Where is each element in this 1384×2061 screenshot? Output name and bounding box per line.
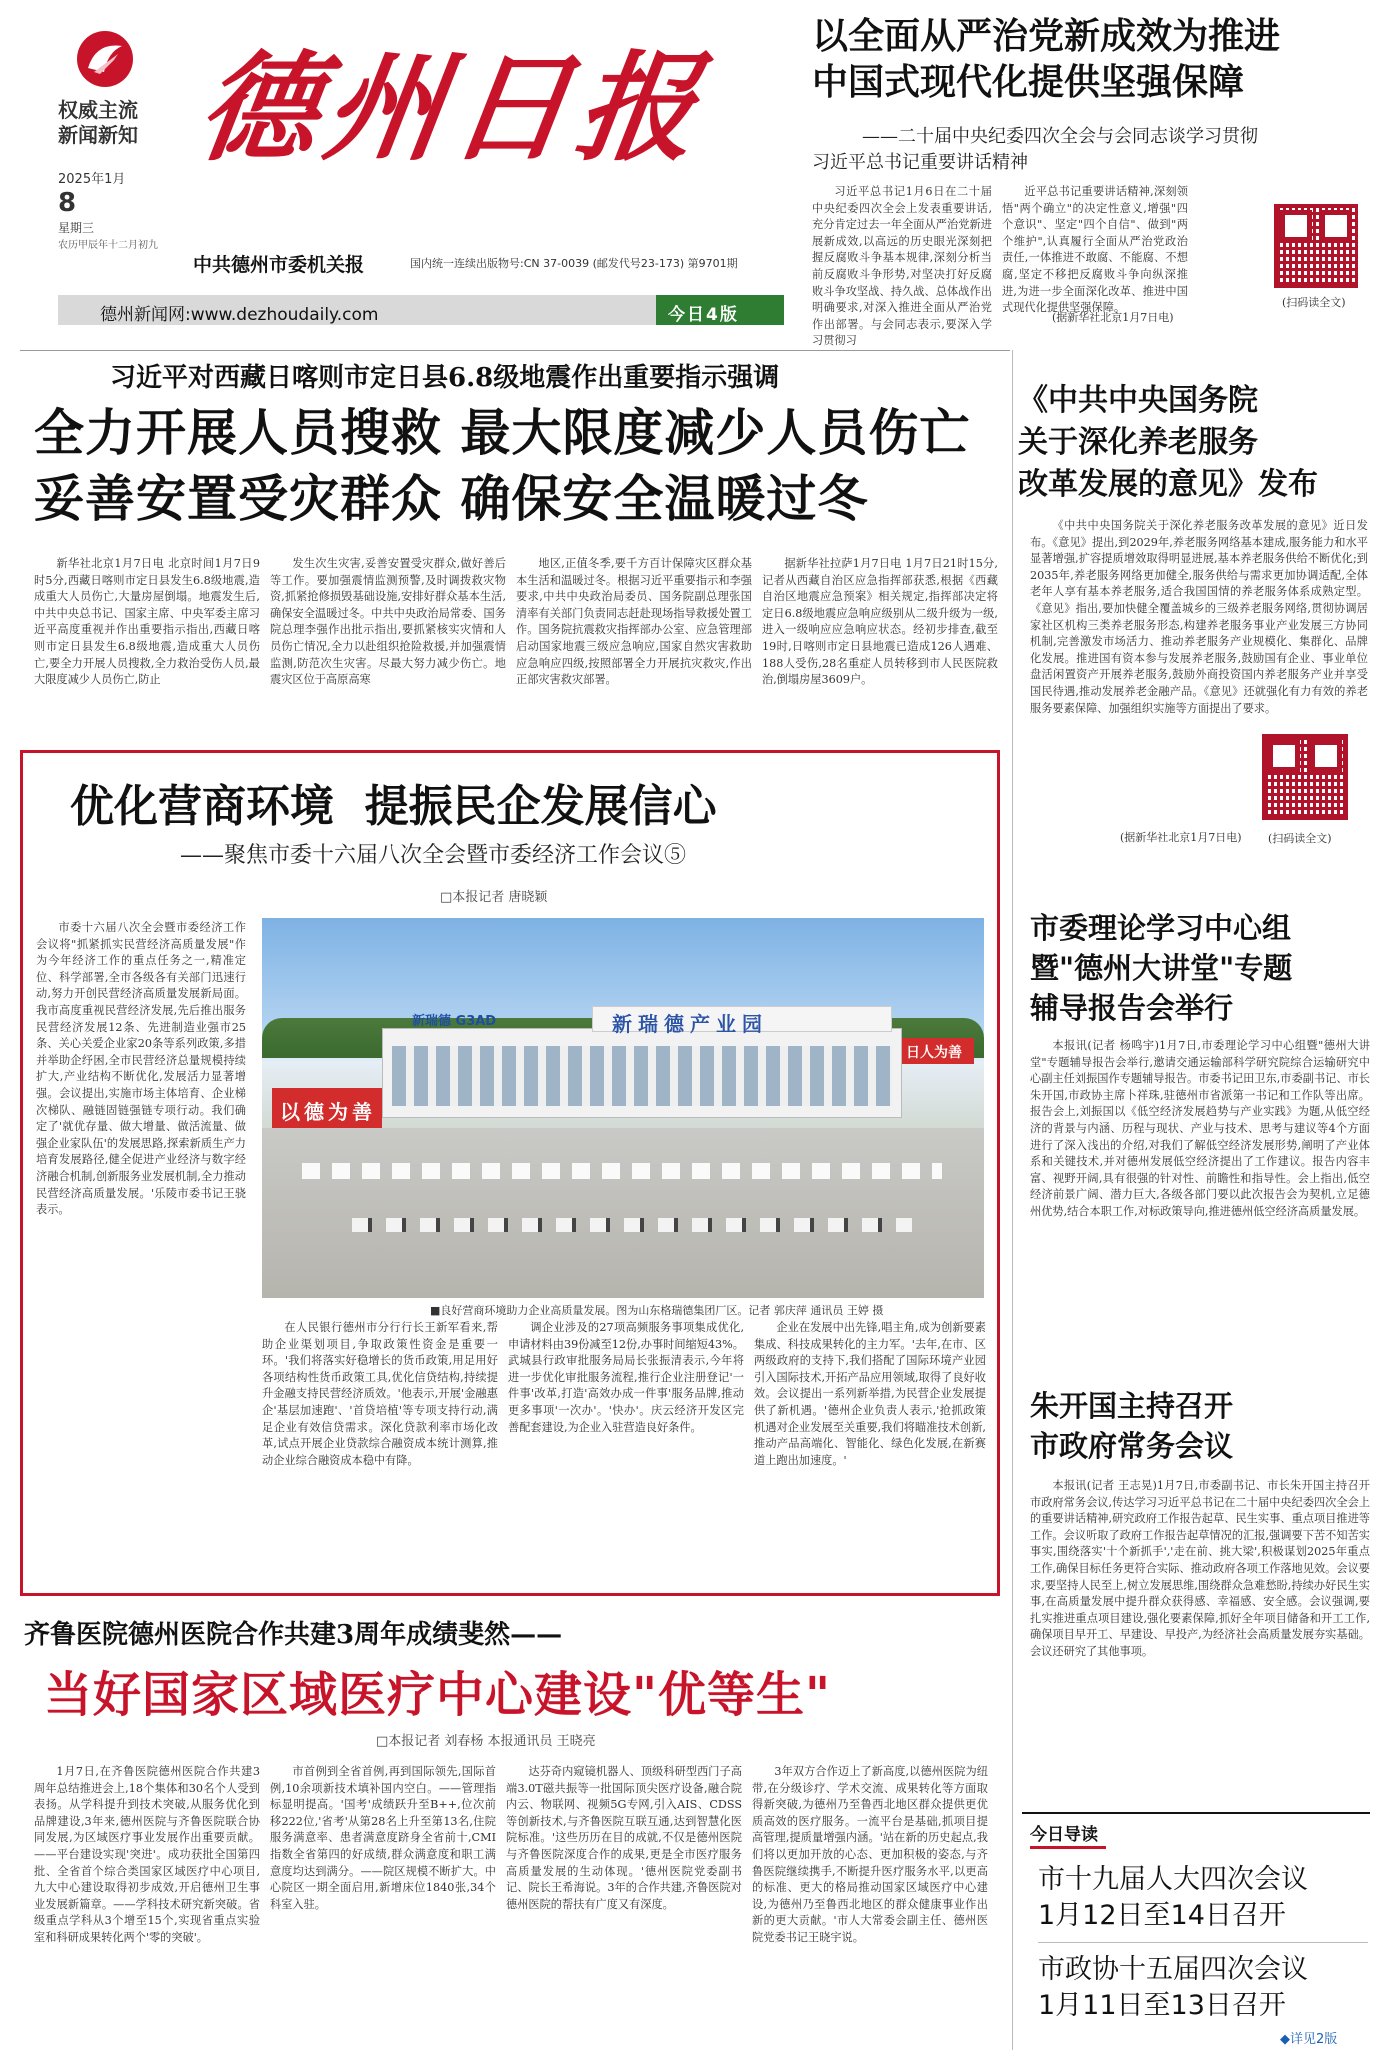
guide-top-rule — [1022, 1812, 1370, 1814]
photo-cars-2 — [352, 1218, 912, 1232]
top-story-qr-code[interactable] — [1274, 204, 1358, 288]
hospital-headline: 当好国家区域医疗中心建设"优等生" — [44, 1667, 832, 1723]
elderly-story-source: (据新华社北京1月7日电) — [1120, 831, 1242, 844]
guide-box — [1022, 1812, 1370, 2050]
hospital-col-1-text: 1月7日,在齐鲁医院德州医院合作共建3周年总结推进会上,18个集体和30名个人受到表扬。从学科提升到技术突破,从服务优化到品牌建设,3年来,德州医院与齐鲁医院联合协同发展,为区域医疗事业发展作出重要贡献。——平台建设实现'突进'。成功获批全国第四批、全省首个综合类国家区域医疗中心项目,九大中心建设取得初步成效,开启德州卫生事业发展新篇章。——学科技术研究新突破。省级重点学科从3个增至15个,实现省重点实验室和科研成果转化两个'零的突破'。 — [34, 1765, 260, 1944]
theory-story-body — [1030, 1038, 1370, 1378]
theory-story-title — [1030, 908, 1370, 1028]
top-story-subtitle — [812, 124, 1372, 176]
top-story-headline — [812, 14, 1372, 106]
top-story-subtitle-line-2: 习近平总书记重要讲话精神 — [812, 152, 1028, 173]
theory-title-line-2: 暨"德州大讲堂"专题 — [1030, 951, 1293, 985]
theory-story-body-text: 本报讯(记者 杨鸣宇)1月7日,市委理论学习中心组暨"德州大讲堂"专题辅导报告会举行,邀请交通运输部科学研究院综合运输研究中心副主任刘振国作专题辅导报告。市委书记田卫东,市委副书记、市长朱开国,市政协主席卜祥珠,驻德州市省派第一书记和工作队等出席。报告会上,刘振国以《低空经济发展趋势与产业实践》为题,从低空经济的背景与内涵、历程与现状、产业与技术、思考与建议等4个方面进行了深入浅出的介绍,对我们了解低空经济发展形势,阐明了产业体系和关键技术,并对德州发展低空经济提出了工作建议。报告内容丰富、视野开阔,具有很强的针对性、前瞻性和指导性。会上指出,低空经济前景广阔、潜力巨大,各级各部门要以此次报告会为契机,立足德州优势,结合本职工作,对标政策导向,推进德州低空经济高质量发展。 — [1030, 1039, 1370, 1218]
guide-item-2[interactable] — [1038, 1952, 1368, 2024]
organ-name: 中共德州市委机关报 — [193, 254, 365, 276]
photo-cars — [302, 1163, 942, 1179]
quake-col-2 — [270, 556, 506, 738]
photo-building-windows — [392, 1046, 892, 1106]
hospital-col-4-text: 3年双方合作迈上了新高度,以德州医院为纽带,在分级诊疗、学术交流、成果转化等方面取得新突破,为德州乃至鲁西北地区群众提供更优质高效的医疗服务。一流平台是基础,抓项目提高管理,提质量增强内涵。'站在新的历史起点,我们将以更加开放的心态、更加积极的姿态,与齐鲁医院继续携手,不断提升医疗服务水平,以更高的标准、更大的格局推动国家区域医疗中心建设,为德州乃至鲁西北地区的群众健康事业作出新的更大贡献。'市人大常委会副主任、德州医院党委书记王晓宇说。 — [752, 1765, 988, 1944]
business-subtitle: ——聚焦市委十六届八次全会暨市委经济工作会议⑤ — [180, 843, 687, 868]
slogan-line-2: 新闻新知 — [58, 123, 138, 147]
business-headline: 优化营商环境 提振民企发展信心 — [70, 781, 717, 832]
standing-story-body-text: 本报讯(记者 王志晃)1月7日,市委副书记、市长朱开国主持召开市政府常务会议,传达学习习近平总书记在二十届中央纪委四次全会上的重要讲话精神,研究政府工作报告起草、民生实事、重点项目推进等工作。会议听取了政府工作报告起草情况的汇报,强调要下苦不知苦实事实,围绕落实'十个新抓手','走在前、挑大梁',积极谋划2025年重点工作,确保目标任务更符合实际、推动政府各项工作落地见效。会议要求,要坚持人民至上,树立发展思维,围绕群众急难愁盼,持续办好民生实事,在高质量发展中提升群众获得感、幸福感、安全感。会议强调,要扎实推进重点项目建设,强化要素保障,抓好全年项目储备和开工工作,确保项目早开工、早建设、早投产,为经济社会高质量发展夯实基础。会议还研究了其他事项。 — [1030, 1479, 1370, 1658]
photo-red-banner-1-text: 以德为善 — [280, 1100, 376, 1124]
business-photo — [262, 918, 984, 1298]
business-col-left-text: 市委十六届八次全会暨市委经济工作会议将"抓紧抓实民营经济高质量发展"作为今年经济工作的重点任务之一,精准定位、科学部署,全市各级各有关部门迅速行动,努力开创民营经济高质量发展新局面。我市高度重视民营经济发展,先后推出服务民营经济发展12条、先进制造业强市25条、关心关爱企业家20条等系列政策,多措并举助企纾困,全市民营经济总量规模持续扩大,产业结构不断优化,发展活力显著增强。会议提出,实施市场主体培育、企业梯次梯队、融链固链强链专项行动。我们确定了'就优存量、做大增量、做活流量、做强企业家队伍'的发展思路,探索新质生产力培育发展路径,健全促进产业经济与数字经济融合机制,创新服务业发展机制,全力推动民营经济高质量发展。'乐陵市委书记王骁表示。 — [36, 921, 246, 1217]
quake-col-4 — [762, 556, 998, 738]
top-story-source: (据新华社北京1月7日电) — [1052, 311, 1174, 324]
elderly-story-body-text: 《中共中央国务院关于深化养老服务改革发展的意见》近日发布。《意见》提出,到2029年,养老服务网络基本建成,服务能力和水平显著增强,扩容提质增效取得明显进展,基本养老服务供给不断优化;到2035年,养老服务网络更加健全,服务供给与需求更加协调适配,全体老年人享有基本养老服务,适合我国国情的养老服务体系成熟定型。《意见》指出,要加快健全覆盖城乡的三级养老服务网络,贯彻协调居家社区机构三类养老服务形态,构建养老服务事业产业发展三方协同机制,完善激发市场活力、推动养老服务产业规模化、集群化、品牌化发展。推进国有资本参与发展养老服务,鼓励国有企业、事业单位盘活闲置资产开展养老服务,鼓励外商投资国内养老服务产业并享受国民待遇,推动发展养老金融产品。《意见》还就强化有力有效的养老服务要素保障、加强组织实施等方面提出了要求。 — [1030, 519, 1368, 715]
photo-red-banner-2-text: 日人为善 — [906, 1045, 962, 1061]
newspaper-title: 德州日报 — [190, 38, 714, 177]
slogan-line-1: 权威主流 — [58, 98, 138, 122]
guide-more-link[interactable]: ◆详见2版 — [1280, 2032, 1338, 2047]
top-story-col-2 — [1002, 184, 1188, 315]
business-col-left — [36, 920, 246, 1580]
business-col-right-text: 企业在发展中出先锋,唱主角,成为创新要素集成、科技成果转化的主力军。'去年,在市、区两级政府的支持下,我们搭配了国际环境产业园引入国际技术,开拓产品应用领域,取得了良好收效。会议提出一系列新举措,为民营企业发展提供了新机遇。'德州企业负责人表示,'抢抓政策机遇对企业发展至关重要,我们将瞄准技术创新,推动产品高端化、智能化、绿色化发展,在新赛道上跑出加速度。' — [754, 1321, 986, 1467]
weekday: 星期三 — [58, 221, 95, 235]
hospital-col-3 — [506, 1764, 742, 2052]
business-photo-caption: ■良好营商环境助力企业高质量发展。图为山东格瑞德集团厂区。记者 郭庆萍 通讯员 王婷 摄 — [430, 1304, 884, 1317]
elderly-title-line-2: 关于深化养老服务 — [1018, 425, 1258, 460]
hospital-col-2 — [270, 1764, 496, 2052]
standing-story-body — [1030, 1478, 1370, 1810]
quake-kicker: 习近平对西藏日喀则市定日县6.8级地震作出重要指示强调 — [110, 363, 780, 393]
hospital-col-2-text: 市首例到全省首例,再到国际领先,国际首例,10余项新技术填补国内空白。——管理指标显明提高。'国考'成绩跃升至B++,位次前移222位,'省考'从第28名上升至第13名,住院服务满意率、患者满意度跻身全省前十,CMI指数全省第四的好成绩,群众满意度和职工满意度均达到满分。——院区规模不断扩大。中心院区一期全面启用,新增床位1840张,34个科室入驻。 — [270, 1765, 496, 1911]
website-link[interactable]: 德州新闻网:www.dezhoudaily.com — [100, 305, 379, 325]
top-story-headline-line-1: 以全面从严治党新成效为推进 — [812, 16, 1281, 57]
business-col-mid1 — [262, 1320, 498, 1586]
hospital-col-4 — [752, 1764, 988, 2052]
elderly-story-title — [1018, 380, 1368, 506]
quake-col-1-text: 新华社北京1月7日电 北京时间1月7日9时5分,西藏日喀则市定日县发生6.8级地震,造成重大人员伤亡,大量房屋倒塌。地震发生后,中共中央总书记、国家主席、中央军委主席习近平高度重视并作出重要指示指出,西藏日喀则市定日县发生6.8级地震,造成重大人员伤亡,要全力开展人员搜救,全力救治受伤人员,最大限度减少人员伤亡,防止 — [34, 557, 260, 687]
guide-label: 今日导读 — [1030, 1825, 1098, 1845]
date-block — [58, 168, 188, 251]
business-col-right — [754, 1320, 986, 1586]
divider-quake-top — [20, 350, 1010, 351]
business-col-mid1-text: 在人民银行德州市分行行长王新军看来,帮助企业渠划项目,争取政策性资金是重要一环。'我们将落实好稳增长的货币政策,用足用好各项结构性货币政策工具,优化信贷结构,持续提升金融支持民营经济质效。'他表示,开展'金融惠企'基层加速跑'、'首贷培植'等专项支持行动,满足企业有效信贷需求。深化贷款利率市场化改革,试点开展企业贷款综合融资成本统计测算,推动企业综合融资成本稳中有降。 — [262, 1321, 498, 1467]
elderly-title-line-1: 《中共中央国务院 — [1018, 383, 1258, 418]
quake-col-4-text: 据新华社拉萨1月7日电 1月7日21时15分,记者从西藏自治区应急指挥部获悉,根据《西藏自治区地震应急预案》相关规定,指挥部决定将定日6.8级地震应急响应级别从二级升级为一级,进入一级响应应急响应状态。经初步排查,截至19时,日喀则市定日县地震已造成126人遇难、188人受伤,28名重症人员转移到市人民医院救治,倒塌房屋3609户。 — [762, 557, 998, 687]
guide-item-2-line-2: 1月11日至13日召开 — [1038, 1990, 1286, 2021]
guide-item-1[interactable] — [1038, 1862, 1368, 1934]
slogan — [58, 98, 158, 148]
pub-info: 国内统一连续出版物号:CN 37-0039 (邮发代号23-173) 第9701期 — [410, 257, 738, 270]
photo-roof-sign: 新瑞德产业园 — [612, 1012, 768, 1036]
quake-headline — [34, 400, 1004, 532]
quake-col-3 — [516, 556, 752, 738]
guide-item-1-line-2: 1月12日至14日召开 — [1038, 1900, 1286, 1931]
business-col-mid2-text: 调企业涉及的27项高频服务事项集成优化,申请材料由39份减至12份,办事时间缩短43%。武城县行政审批服务局局长张振清表示,今年将进一步优化审批服务流程,推行企业注册登记'一件事'改革,打造'高效办成一件事'服务品牌,推动更多事项'一次办'。'快办'。庆云经济开发区完善配套建设,为企业入驻营造良好条件。 — [508, 1321, 744, 1434]
top-story-body-right: 近平总书记重要讲话精神,深刻领悟"两个确立"的决定性意义,增强"四个意识"、坚定"四个自信"、做到"两个维护",认真履行全面从严治党政治责任,一体推进不敢腐、不能腐、不想腐,坚定不移把反腐败斗争向纵深推进,为进一步全面深化改革、推进中国式现代化提供坚强保障。 — [1002, 185, 1188, 315]
photo-parking-lot — [262, 1128, 984, 1298]
guide-item-2-line-1: 市政协十五届四次会议 — [1038, 1954, 1308, 1985]
top-story-qr-label: (扫码读全文) — [1282, 296, 1346, 309]
top-story-col-1 — [812, 184, 992, 348]
hospital-col-3-text: 达芬奇内窥镜机器人、顶级科研型西门子高端3.0T磁共振等一批国际顶尖医疗设备,融合院内云、物联网、视频5G专网,引入AIS、CDSS等创新技术,与齐鲁医院互联互通,达到智慧化医院标准。'这些历历在目的成就,不仅是德州医院与齐鲁医院深度合作的成果,更是全市医疗服务高质量发展的生动体现。'德州医院党委副书记、院长王希海说。3年的合作共建,齐鲁医院对德州医院的帮扶有广度又有深度。 — [506, 1765, 742, 1911]
theory-title-line-1: 市委理论学习中心组 — [1030, 911, 1292, 945]
lunar-date: 农历甲辰年十二月初九 — [58, 240, 158, 251]
standing-title-line-2: 市政府常务会议 — [1030, 1429, 1234, 1463]
elderly-story-body — [1030, 518, 1368, 766]
quake-headline-line-1: 全力开展人员搜救 最大限度减少人员伤亡 — [34, 404, 971, 462]
right-column-rule — [1012, 350, 1013, 2050]
top-story-body-left: 习近平总书记1月6日在二十届中央纪委四次全会上发表重要讲话,充分肯定过去一年全面从严治党新进展新成效,以高远的历史眼光深刻把握反腐败斗争基本规律,深刻分析当前反腐败斗争形势,对坚决打好反腐败斗争攻坚战、持久战、总体战作出明确要求,对深入推进全面从严治党作出部署。与会同志表示,要深入学习贯彻习 — [812, 185, 992, 348]
guide-label-underline — [1030, 1846, 1106, 1849]
hospital-col-1 — [34, 1764, 260, 2052]
pages-count: 今日4版 — [668, 305, 739, 325]
elderly-title-line-3: 改革发展的意见》发布 — [1018, 467, 1318, 502]
elderly-qr-code[interactable] — [1262, 734, 1348, 820]
newspaper-logo-icon — [74, 28, 136, 90]
quake-col-1 — [34, 556, 260, 738]
date-day: 8 — [58, 188, 77, 218]
business-byline: □本报记者 唐晓颖 — [440, 890, 548, 905]
date-year-month: 2025年1月 — [58, 172, 126, 187]
hospital-byline: □本报记者 刘春杨 本报通讯员 王晓亮 — [376, 1734, 596, 1749]
standing-title-line-1: 朱开国主持召开 — [1030, 1389, 1234, 1423]
top-story-headline-line-2: 中国式现代化提供坚强保障 — [812, 62, 1245, 103]
guide-divider — [1038, 1942, 1368, 1943]
quake-col-3-text: 地区,正值冬季,要千方百计保障灾区群众基本生活和温暖过冬。根据习近平重要指示和李强要求,中共中央政治局委员、国务院副总理张国清率有关部门负责同志赶赴现场指导救援处置工作。国务院抗震救灾指挥部办公室、应急管理部启动国家地震三级应急响应,国家自然灾害救助应急响应四级,按照部署全力开展抗灾救灾,作出正部灾害救灾部署。 — [516, 557, 752, 687]
quake-col-2-text: 发生次生灾害,妥善安置受灾群众,做好善后等工作。要加强震情监测预警,及时调拨救灾物资,抓紧抢修损毁基础设施,安排好群众基本生活,确保安全温暖过冬。中共中央政治局常委、国务院总理李强作出批示指出,要抓紧核实灾情和人员伤亡情况,全力以赴组织抢险救援,并加强震情监测,防范次生灾害。尽最大努力减少伤亡。地震灾区位于高原高寒 — [270, 557, 506, 687]
quake-headline-line-2: 妥善安置受灾群众 确保安全温暖过冬 — [34, 470, 869, 528]
theory-title-line-3: 辅导报告会举行 — [1030, 991, 1234, 1025]
standing-story-title — [1030, 1386, 1370, 1466]
hospital-kicker: 齐鲁医院德州医院合作共建3周年成绩斐然—— — [24, 1620, 563, 1650]
guide-item-1-line-1: 市十九届人大四次会议 — [1038, 1864, 1308, 1895]
business-col-mid2 — [508, 1320, 744, 1586]
top-story — [812, 14, 1372, 348]
elderly-qr-label: (扫码读全文) — [1268, 832, 1332, 845]
top-story-subtitle-line-1: ——二十届中央纪委四次全会与会同志谈学习贯彻 — [862, 126, 1258, 147]
photo-logo-text: 新瑞德 G3AD — [412, 1014, 497, 1029]
